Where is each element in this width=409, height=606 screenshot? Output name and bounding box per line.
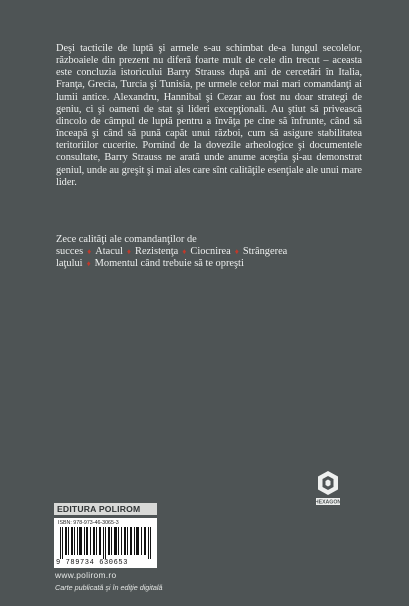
separator-icon: ♦ xyxy=(126,247,132,257)
qualities-intro: Zece calităţi ale comandanţilor de succes xyxy=(56,234,197,258)
separator-icon: ♦ xyxy=(182,247,187,257)
qualities-list xyxy=(56,234,362,270)
barcode-bars xyxy=(60,527,152,559)
hexagon-logo-icon xyxy=(315,469,341,509)
quality-item: Atacul xyxy=(95,246,123,258)
digital-edition-note: Carte publicată şi în ediţie digitală xyxy=(55,583,163,592)
blurb-text: Deşi tacticile de luptă şi armele s-au schimbat de-a lungul secolelor, războaiele din prezent nu diferă foarte mult de cele din trecut – aceasta este concluzia istoricului Barry Strauss după ani de cercetări în Italia, Franţa, Grecia, Turcia şi Tunisia, pe urmele celor mai mari comandanţi ai lumii antice. Alexandru, Hannibal şi Cezar au fost nu doar strategi de geniu, ci şi oameni de stat şi lideri excepţionali. Au ştiut să privească dincolo de câmpul de luptă pentru a învăţa pe cine să înfrunte, când să înceapă şi când să pună capăt unui război, cum să asigure stabilitatea teritoriilor cucerite. Pornind de la dovezile arheologice şi documentele consultate, Barry Strauss ne arată unde anume aceştia şi-au demonstrat geniul, unde au greşit şi mai ales care sînt calităţile esenţiale ale unui mare lider. xyxy=(56,43,362,188)
separator-icon: ♦ xyxy=(87,247,92,257)
quality-item: Strângerea laţului xyxy=(56,246,288,270)
separator-icon: ♦ xyxy=(234,247,239,257)
quality-item: Rezistenţa xyxy=(135,246,179,258)
publisher-name: EDITURA POLIROM xyxy=(54,503,157,515)
quality-item: Ciocnirea xyxy=(190,246,231,258)
isbn-text: ISBN: 978-973-46-3065-3 xyxy=(58,520,119,526)
barcode-number: 9 789734 630653 xyxy=(56,559,129,567)
website-link[interactable]: www.polirom.ro xyxy=(55,570,117,580)
svg-text:HEXAGON: HEXAGON xyxy=(315,499,341,506)
barcode xyxy=(54,518,157,568)
quality-item: Momentul când trebuie să te opreşti xyxy=(94,258,244,270)
separator-icon: ♦ xyxy=(86,259,91,269)
